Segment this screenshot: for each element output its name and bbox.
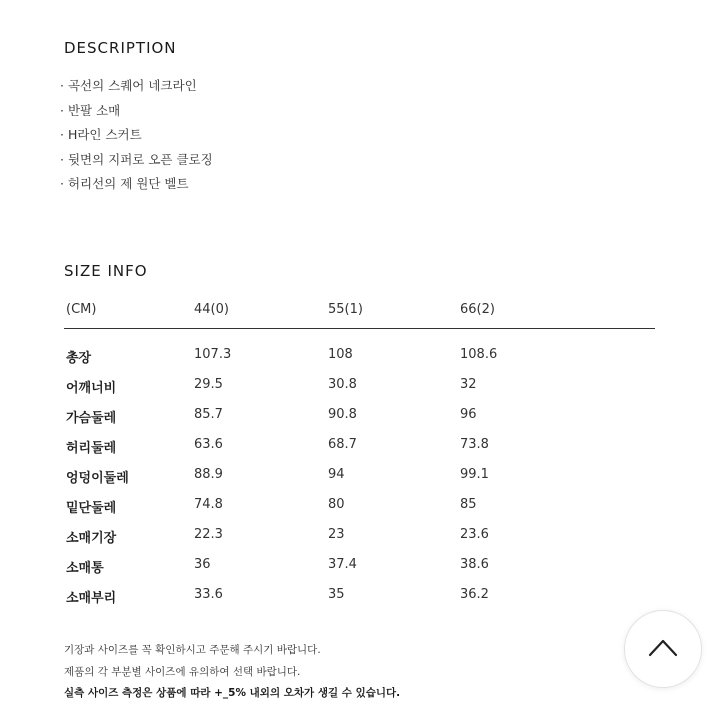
row-label: 어깨너비 bbox=[66, 381, 117, 396]
row-label: 총장 bbox=[66, 351, 92, 366]
scroll-to-top-button[interactable] bbox=[624, 610, 702, 688]
row-value: 29.5 bbox=[194, 377, 223, 392]
size-info-title: SIZE INFO bbox=[64, 262, 148, 280]
table-row bbox=[64, 583, 655, 613]
row-value: 32 bbox=[460, 377, 477, 392]
row-value: 36 bbox=[194, 557, 211, 572]
row-label: 가슴둘레 bbox=[66, 411, 117, 426]
note-line: 실측 사이즈 측정은 상품에 따라 +_5% 내외의 오차가 생길 수 있습니다. bbox=[64, 687, 401, 699]
table-row bbox=[64, 433, 655, 463]
row-value: 23 bbox=[328, 527, 345, 542]
row-value: 108.6 bbox=[460, 347, 498, 362]
header-size-44: 44(0) bbox=[194, 302, 229, 317]
row-label: 소매기장 bbox=[66, 531, 117, 546]
table-row bbox=[64, 343, 655, 373]
row-value: 88.9 bbox=[194, 467, 223, 482]
description-item: · 반팔 소매 bbox=[60, 102, 121, 118]
row-label: 엉덩이둘레 bbox=[66, 471, 129, 486]
row-value: 35 bbox=[328, 587, 345, 602]
header-size-55: 55(1) bbox=[328, 302, 363, 317]
table-row bbox=[64, 553, 655, 583]
chevron-up-icon bbox=[648, 637, 678, 657]
description-item: · H라인 스커트 bbox=[60, 127, 142, 142]
description-list bbox=[60, 74, 213, 197]
table-row bbox=[64, 523, 655, 553]
row-value: 108 bbox=[328, 347, 353, 362]
size-table-body bbox=[64, 329, 655, 613]
table-row bbox=[64, 493, 655, 523]
note-line: 기장과 사이즈를 꼭 확인하시고 주문해 주시기 바랍니다. bbox=[64, 644, 321, 656]
row-label: 허리둘레 bbox=[66, 441, 117, 456]
row-value: 33.6 bbox=[194, 587, 223, 602]
row-value: 68.7 bbox=[328, 437, 357, 452]
row-label: 밑단둘레 bbox=[66, 501, 117, 516]
note-line: 제품의 각 부분별 사이즈에 유의하여 선택 바랍니다. bbox=[64, 665, 301, 678]
row-value: 36.2 bbox=[460, 587, 489, 602]
row-value: 73.8 bbox=[460, 437, 489, 452]
row-value: 38.6 bbox=[460, 557, 489, 572]
size-table-header bbox=[64, 296, 655, 329]
row-label: 소매통 bbox=[66, 561, 104, 576]
row-label: 소매부리 bbox=[66, 591, 117, 606]
header-unit: (CM) bbox=[66, 302, 97, 317]
row-value: 85 bbox=[460, 497, 477, 512]
row-value: 96 bbox=[460, 407, 477, 422]
row-value: 74.8 bbox=[194, 497, 223, 512]
size-table bbox=[64, 296, 655, 613]
row-value: 80 bbox=[328, 497, 345, 512]
row-value: 85.7 bbox=[194, 407, 223, 422]
row-value: 63.6 bbox=[194, 437, 223, 452]
description-item: · 곡선의 스퀘어 네크라인 bbox=[60, 78, 197, 93]
header-size-66: 66(2) bbox=[460, 302, 495, 317]
row-value: 90.8 bbox=[328, 407, 357, 422]
size-notes bbox=[64, 640, 400, 705]
table-row bbox=[64, 463, 655, 493]
row-value: 23.6 bbox=[460, 527, 489, 542]
row-value: 30.8 bbox=[328, 377, 357, 392]
row-value: 94 bbox=[328, 467, 345, 482]
table-row bbox=[64, 403, 655, 433]
table-row bbox=[64, 373, 655, 403]
description-item: · 허리선의 제 원단 벨트 bbox=[60, 176, 189, 191]
row-value: 37.4 bbox=[328, 557, 357, 572]
row-value: 107.3 bbox=[194, 347, 232, 362]
row-value: 99.1 bbox=[460, 467, 489, 482]
description-title: DESCRIPTION bbox=[64, 39, 177, 57]
description-item: · 뒷면의 지퍼로 오픈 클로징 bbox=[60, 151, 213, 167]
row-value: 22.3 bbox=[194, 527, 223, 542]
